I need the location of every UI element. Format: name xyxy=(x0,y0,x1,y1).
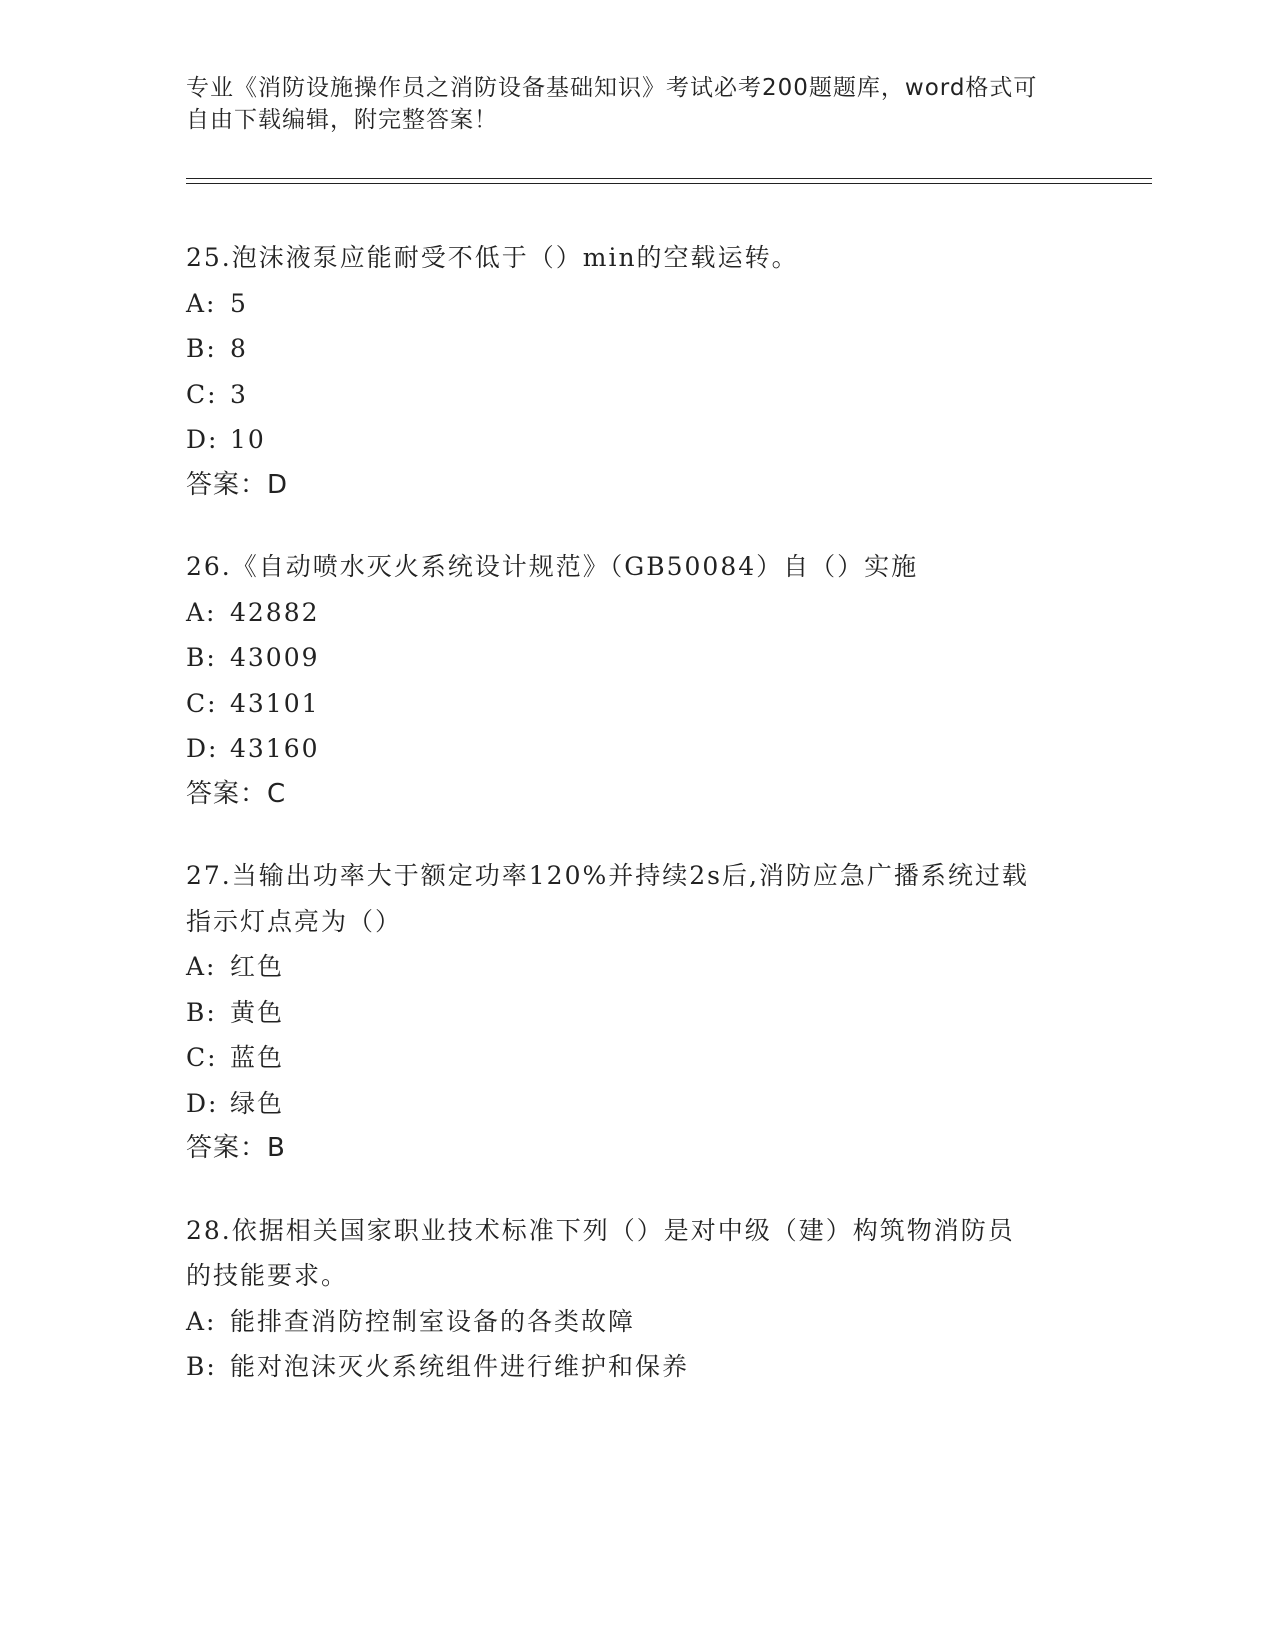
option-text: 43101 xyxy=(230,688,320,718)
option-d xyxy=(186,417,1116,463)
option-label: D: xyxy=(186,425,219,454)
header-divider-top xyxy=(186,178,1152,179)
option-text: 黄色 xyxy=(230,997,285,1027)
option-label: A: xyxy=(186,597,217,627)
option-text: 8 xyxy=(230,334,248,363)
option-text: 能排查消防控制室设备的各类故障 xyxy=(230,1306,636,1336)
answer: 答案：B xyxy=(186,1133,286,1163)
question-26 xyxy=(186,544,1116,817)
option-a xyxy=(186,281,1116,327)
option-label: B: xyxy=(186,997,217,1027)
option-text: 能对泡沫灭火系统组件进行维护和保养 xyxy=(230,1352,690,1381)
document-header xyxy=(186,72,1066,136)
option-text: 43009 xyxy=(230,643,320,672)
option-d xyxy=(186,726,1116,772)
header-divider-bottom xyxy=(186,183,1152,184)
option-label: C: xyxy=(186,1043,218,1072)
option-a xyxy=(186,590,1116,636)
option-c xyxy=(186,372,1116,418)
option-text: 红色 xyxy=(230,952,285,981)
option-a xyxy=(186,944,1116,990)
option-label: A: xyxy=(186,288,217,318)
option-label: B: xyxy=(186,643,217,672)
option-b xyxy=(186,635,1116,681)
question-stem-continued: 指示灯点亮为（） xyxy=(186,906,403,936)
question-27 xyxy=(186,853,1116,1172)
option-d xyxy=(186,1081,1116,1127)
option-label: C: xyxy=(186,688,218,718)
option-b xyxy=(186,326,1116,372)
question-stem: 28.依据相关国家职业技术标准下列（）是对中级（建）构筑物消防员 xyxy=(186,1215,1015,1245)
header-line-1: 专业《消防设施操作员之消防设备基础知识》考试必考200题题库，word格式可 xyxy=(186,75,1038,101)
question-28 xyxy=(186,1208,1116,1390)
answer: 答案：D xyxy=(186,469,289,500)
option-label: D: xyxy=(186,734,219,763)
option-b xyxy=(186,1344,1116,1390)
header-line-2: 自由下载编辑，附完整答案！ xyxy=(186,107,498,133)
question-stem: 26.《自动喷水灭火系统设计规范》（GB50084）自（）实施 xyxy=(186,552,919,581)
option-c xyxy=(186,681,1116,727)
option-label: D: xyxy=(186,1088,219,1118)
option-text: 5 xyxy=(230,288,248,318)
question-stem-continued: 的技能要求。 xyxy=(186,1261,349,1290)
option-label: C: xyxy=(186,379,218,409)
option-text: 蓝色 xyxy=(230,1043,285,1072)
answer: 答案：C xyxy=(186,778,287,809)
option-label: B: xyxy=(186,1352,217,1381)
question-stem: 27.当输出功率大于额定功率120%并持续2s后,消防应急广播系统过载 xyxy=(186,861,1029,890)
option-c xyxy=(186,1035,1116,1081)
question-list xyxy=(186,235,1116,1426)
option-text: 3 xyxy=(230,379,248,409)
option-label: B: xyxy=(186,334,217,363)
option-text: 42882 xyxy=(230,597,320,627)
option-text: 10 xyxy=(230,425,266,454)
option-text: 绿色 xyxy=(230,1088,285,1118)
option-label: A: xyxy=(186,952,217,981)
question-25 xyxy=(186,235,1116,508)
option-label: A: xyxy=(186,1306,217,1336)
question-stem: 25.泡沫液泵应能耐受不低于（）min的空载运转。 xyxy=(186,243,799,272)
option-b xyxy=(186,990,1116,1036)
option-text: 43160 xyxy=(230,734,320,763)
option-a xyxy=(186,1299,1116,1345)
